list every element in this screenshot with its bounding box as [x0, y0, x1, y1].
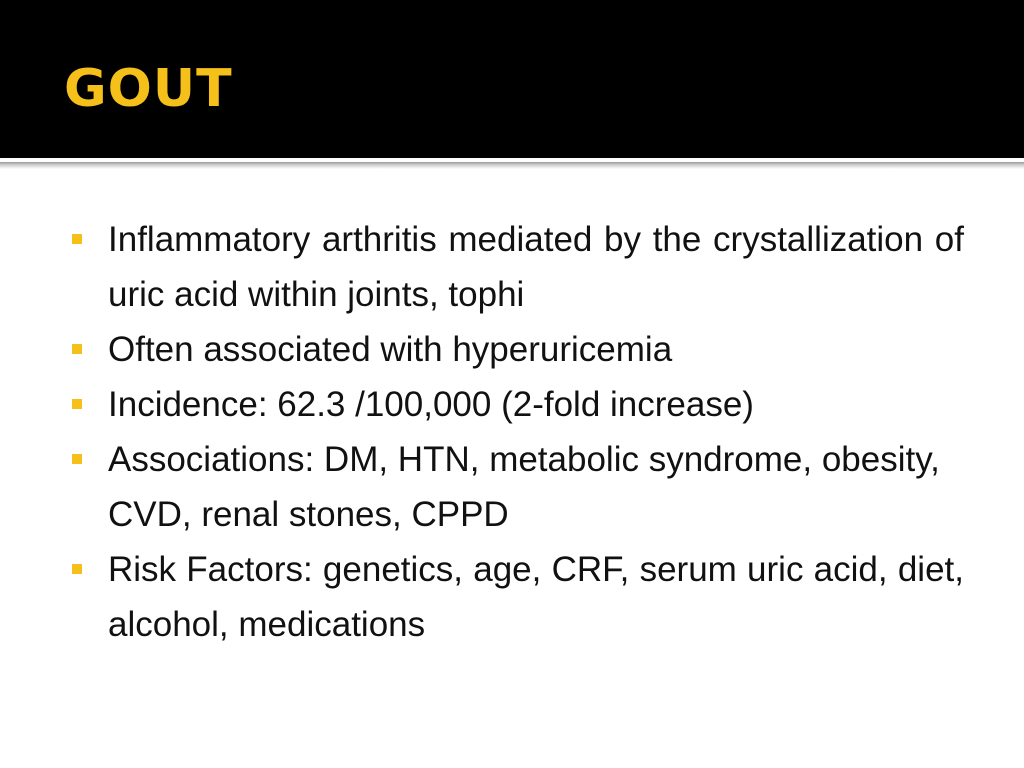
bullet-item-hyperuricemia: [72, 322, 964, 377]
square-bullet-icon: [72, 344, 82, 354]
bullet-item-incidence: [72, 377, 964, 432]
slide-title: GOUT: [64, 59, 233, 119]
bullet-text: Often associated with hyperuricemia: [108, 330, 673, 369]
square-bullet-icon: [72, 234, 82, 244]
bullet-text: Incidence: 62.3 /100,000 (2-fold increase): [108, 385, 754, 424]
square-bullet-icon: [72, 454, 82, 464]
square-bullet-icon: [72, 564, 82, 574]
bullet-item-inflammatory-arthritis: [72, 212, 964, 322]
bullet-text: Inflammatory arthritis mediated by the crystallization of uric acid within joints, tophi: [108, 220, 964, 314]
square-bullet-icon: [72, 399, 82, 409]
bullet-item-associations: [72, 432, 964, 542]
bullet-text: Risk Factors: genetics, age, CRF, serum uric acid, diet, alcohol, medications: [108, 550, 964, 644]
bullet-item-risk-factors: [72, 542, 964, 652]
bullet-list: [72, 212, 964, 652]
title-divider-shadow: [0, 162, 1024, 169]
bullet-text: Associations: DM, HTN, metabolic syndrome, obesity, CVD, renal stones, CPPD: [108, 440, 940, 534]
